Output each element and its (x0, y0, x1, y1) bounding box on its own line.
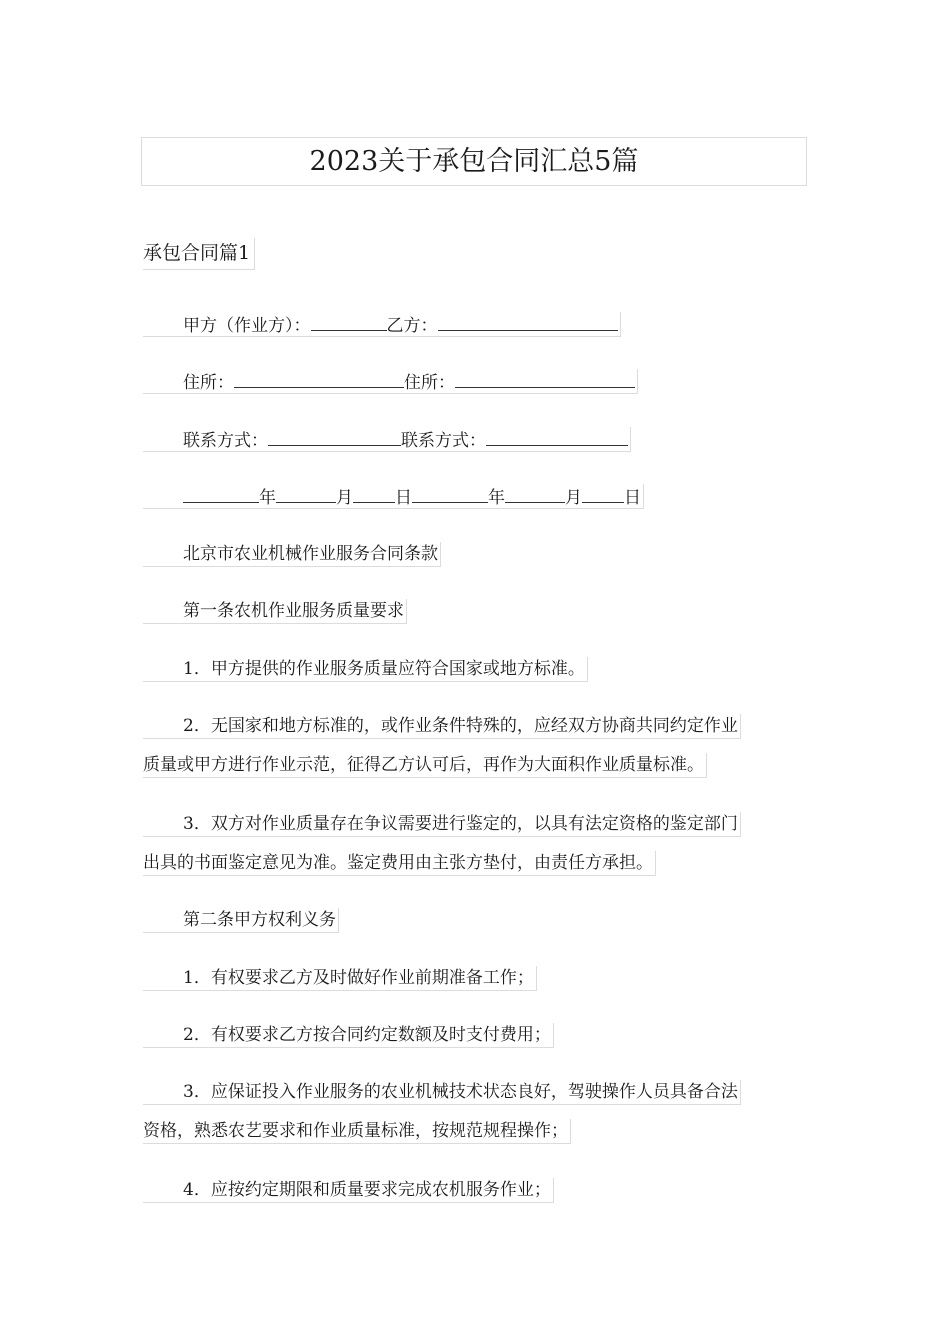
date-b-year: 年 (488, 488, 505, 508)
party-a-blank (311, 312, 387, 331)
article-2-para-4: 4．应按约定期限和质量要求完成农机服务作业； (143, 1178, 554, 1203)
date-b-month: 月 (565, 488, 582, 508)
article-1-para-3-line-1: 3．双方对作业质量存在争议需要进行鉴定的，以具有法定资格的鉴定部门 (143, 812, 741, 837)
article-1-para-2-line-1: 2．无国家和地方标准的，或作业条件特殊的，应经双方协商共同约定作业 (143, 714, 741, 739)
article-1-para-2-line-2: 质量或甲方进行作业示范，征得乙方认可后，再作为大面积作业质量标准。 (143, 753, 707, 778)
date-b-month-blank (505, 484, 565, 503)
date-a-day: 日 (395, 488, 412, 508)
party-b-blank (438, 312, 618, 331)
date-b-day-blank (582, 484, 624, 503)
party-line (143, 312, 621, 337)
article-1-para-3-line-2: 出具的书面鉴定意见为准。鉴定费用由主张方垫付，由责任方承担。 (143, 851, 656, 876)
article-2-para-1: 1．有权要求乙方及时做好作业前期准备工作； (143, 966, 537, 991)
section-heading: 承包合同篇1 (143, 238, 255, 270)
contact-b-blank (486, 427, 628, 446)
article-1-para-1: 1．甲方提供的作业服务质量应符合国家或地方标准。 (143, 657, 588, 682)
contact-line (143, 427, 631, 452)
contact-a-label: 联系方式： (183, 431, 268, 451)
article-1-title: 第一条农机作业服务质量要求 (143, 599, 407, 624)
date-a-month: 月 (336, 488, 353, 508)
article-2-para-3-line-1: 3．应保证投入作业服务的农业机械技术状态良好，驾驶操作人员具备合法 (143, 1080, 741, 1105)
article-2-title: 第二条甲方权利义务 (143, 908, 339, 933)
document-title: 2023关于承包合同汇总5篇 (141, 137, 807, 186)
date-a-year-blank (183, 484, 259, 503)
contact-a-blank (268, 427, 401, 446)
address-b-label: 住所： (404, 373, 455, 393)
date-line (143, 484, 644, 509)
party-a-label: 甲方（作业方）： (183, 316, 311, 336)
date-a-month-blank (276, 484, 336, 503)
contact-b-label: 联系方式： (401, 431, 486, 451)
article-2-para-2: 2．有权要求乙方按合同约定数额及时支付费用； (143, 1023, 554, 1048)
clauses-title: 北京市农业机械作业服务合同条款 (143, 542, 441, 567)
address-a-blank (234, 369, 404, 388)
date-b-year-blank (412, 484, 488, 503)
date-a-year: 年 (259, 488, 276, 508)
address-a-label: 住所： (183, 373, 234, 393)
address-b-blank (455, 369, 635, 388)
address-line (143, 369, 638, 394)
party-b-label: 乙方： (386, 316, 438, 336)
date-a-day-blank (353, 484, 395, 503)
date-b-day: 日 (624, 488, 641, 508)
article-2-para-3-line-2: 资格，熟悉农艺要求和作业质量标准，按规范规程操作； (143, 1119, 571, 1144)
